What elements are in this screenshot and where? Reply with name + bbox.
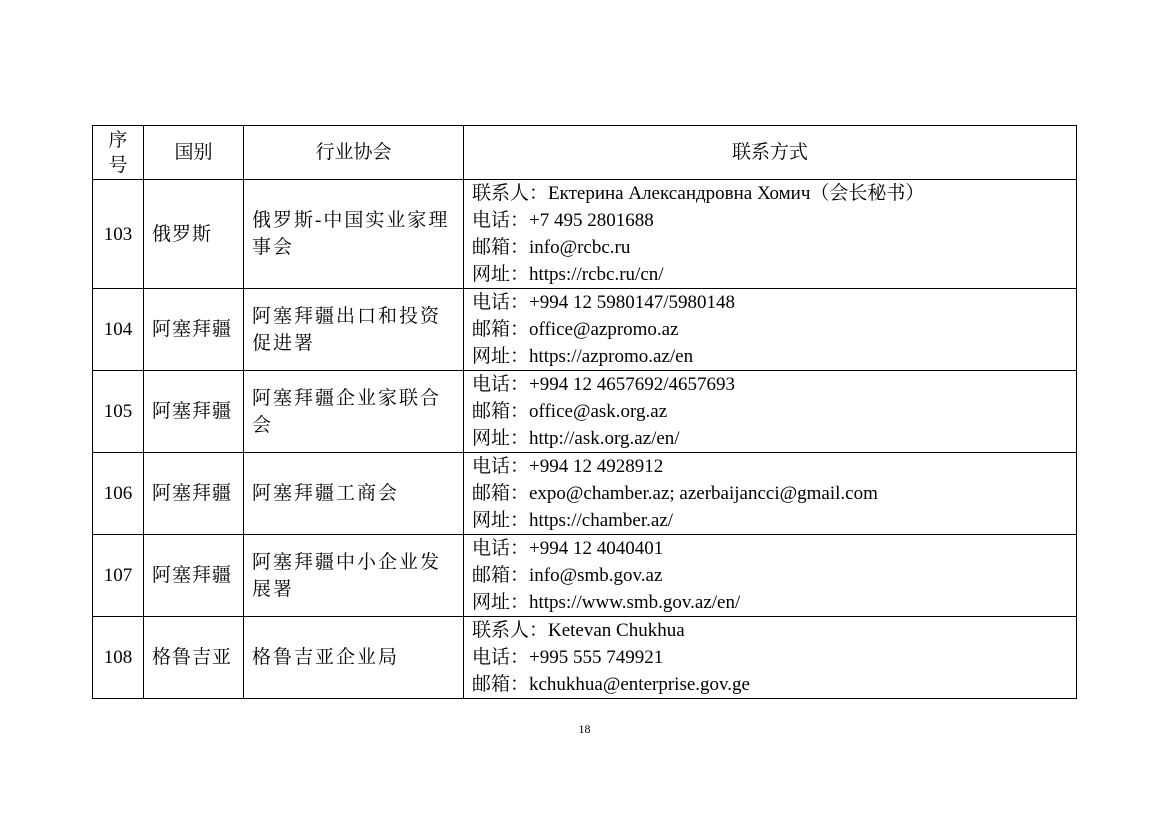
row-country: 阿塞拜疆 bbox=[144, 371, 244, 453]
contact-line: 电话：+994 12 4928912 bbox=[472, 456, 664, 477]
table-row bbox=[93, 535, 1077, 617]
contact-line: 邮箱：expo@chamber.az; azerbaijancci@gmail.com bbox=[472, 483, 878, 504]
contact-line: 联系人：Ketevan Chukhua bbox=[472, 620, 685, 641]
row-country: 格鲁吉亚 bbox=[144, 617, 244, 699]
contact-line: 邮箱：office@ask.org.az bbox=[472, 401, 668, 422]
contact-line: 邮箱：office@azpromo.az bbox=[472, 319, 679, 340]
row-association: 格鲁吉亚企业局 bbox=[244, 617, 464, 699]
row-contact bbox=[464, 535, 1077, 617]
contact-line: 电话：+994 12 4657692/4657693 bbox=[472, 374, 735, 395]
contact-line: 联系人：Ектерина Александровна Хомич（会长秘书） bbox=[472, 183, 925, 204]
row-country: 阿塞拜疆 bbox=[144, 289, 244, 371]
row-contact bbox=[464, 371, 1077, 453]
contact-line: 网址：https://azpromo.az/en bbox=[472, 346, 694, 367]
row-contact bbox=[464, 453, 1077, 535]
row-contact bbox=[464, 617, 1077, 699]
contact-line: 网址：https://chamber.az/ bbox=[472, 510, 674, 531]
row-association: 阿塞拜疆工商会 bbox=[244, 453, 464, 535]
contact-line: 电话：+7 495 2801688 bbox=[472, 210, 654, 231]
table-row bbox=[93, 289, 1077, 371]
row-country: 阿塞拜疆 bbox=[144, 453, 244, 535]
row-number: 107 bbox=[93, 535, 144, 617]
row-number: 104 bbox=[93, 289, 144, 371]
row-country: 阿塞拜疆 bbox=[144, 535, 244, 617]
contact-line: 电话：+995 555 749921 bbox=[472, 647, 664, 668]
row-number: 106 bbox=[93, 453, 144, 535]
row-association: 阿塞拜疆出口和投资促进署 bbox=[244, 289, 464, 371]
association-contact-table bbox=[92, 125, 1077, 699]
row-association: 阿塞拜疆中小企业发展署 bbox=[244, 535, 464, 617]
header-country: 国别 bbox=[144, 126, 244, 180]
row-country: 俄罗斯 bbox=[144, 180, 244, 289]
contact-line: 邮箱：kchukhua@enterprise.gov.ge bbox=[472, 674, 750, 695]
contact-line: 电话：+994 12 5980147/5980148 bbox=[472, 292, 735, 313]
row-number: 103 bbox=[93, 180, 144, 289]
table-header-row bbox=[93, 126, 1077, 180]
contact-line: 网址：https://rcbc.ru/cn/ bbox=[472, 264, 664, 285]
table-row bbox=[93, 453, 1077, 535]
row-association: 阿塞拜疆企业家联合会 bbox=[244, 371, 464, 453]
header-contact: 联系方式 bbox=[464, 126, 1077, 180]
header-number-line-2: 号 bbox=[108, 154, 128, 176]
contact-line: 网址：http://ask.org.az/en/ bbox=[472, 428, 680, 449]
header-number bbox=[93, 126, 144, 180]
contact-line: 邮箱：info@smb.gov.az bbox=[472, 565, 663, 586]
table-row bbox=[93, 180, 1077, 289]
header-number-line-1: 序 bbox=[108, 129, 128, 151]
contact-line: 邮箱：info@rcbc.ru bbox=[472, 237, 631, 258]
header-association: 行业协会 bbox=[244, 126, 464, 180]
page-number: 18 bbox=[578, 722, 591, 736]
contact-line: 电话：+994 12 4040401 bbox=[472, 538, 664, 559]
row-number: 108 bbox=[93, 617, 144, 699]
row-association: 俄罗斯-中国实业家理事会 bbox=[244, 180, 464, 289]
row-contact bbox=[464, 289, 1077, 371]
table-row bbox=[93, 371, 1077, 453]
row-number: 105 bbox=[93, 371, 144, 453]
table-row bbox=[93, 617, 1077, 699]
contact-line: 网址：https://www.smb.gov.az/en/ bbox=[472, 592, 741, 613]
row-contact bbox=[464, 180, 1077, 289]
table-body bbox=[93, 180, 1077, 699]
